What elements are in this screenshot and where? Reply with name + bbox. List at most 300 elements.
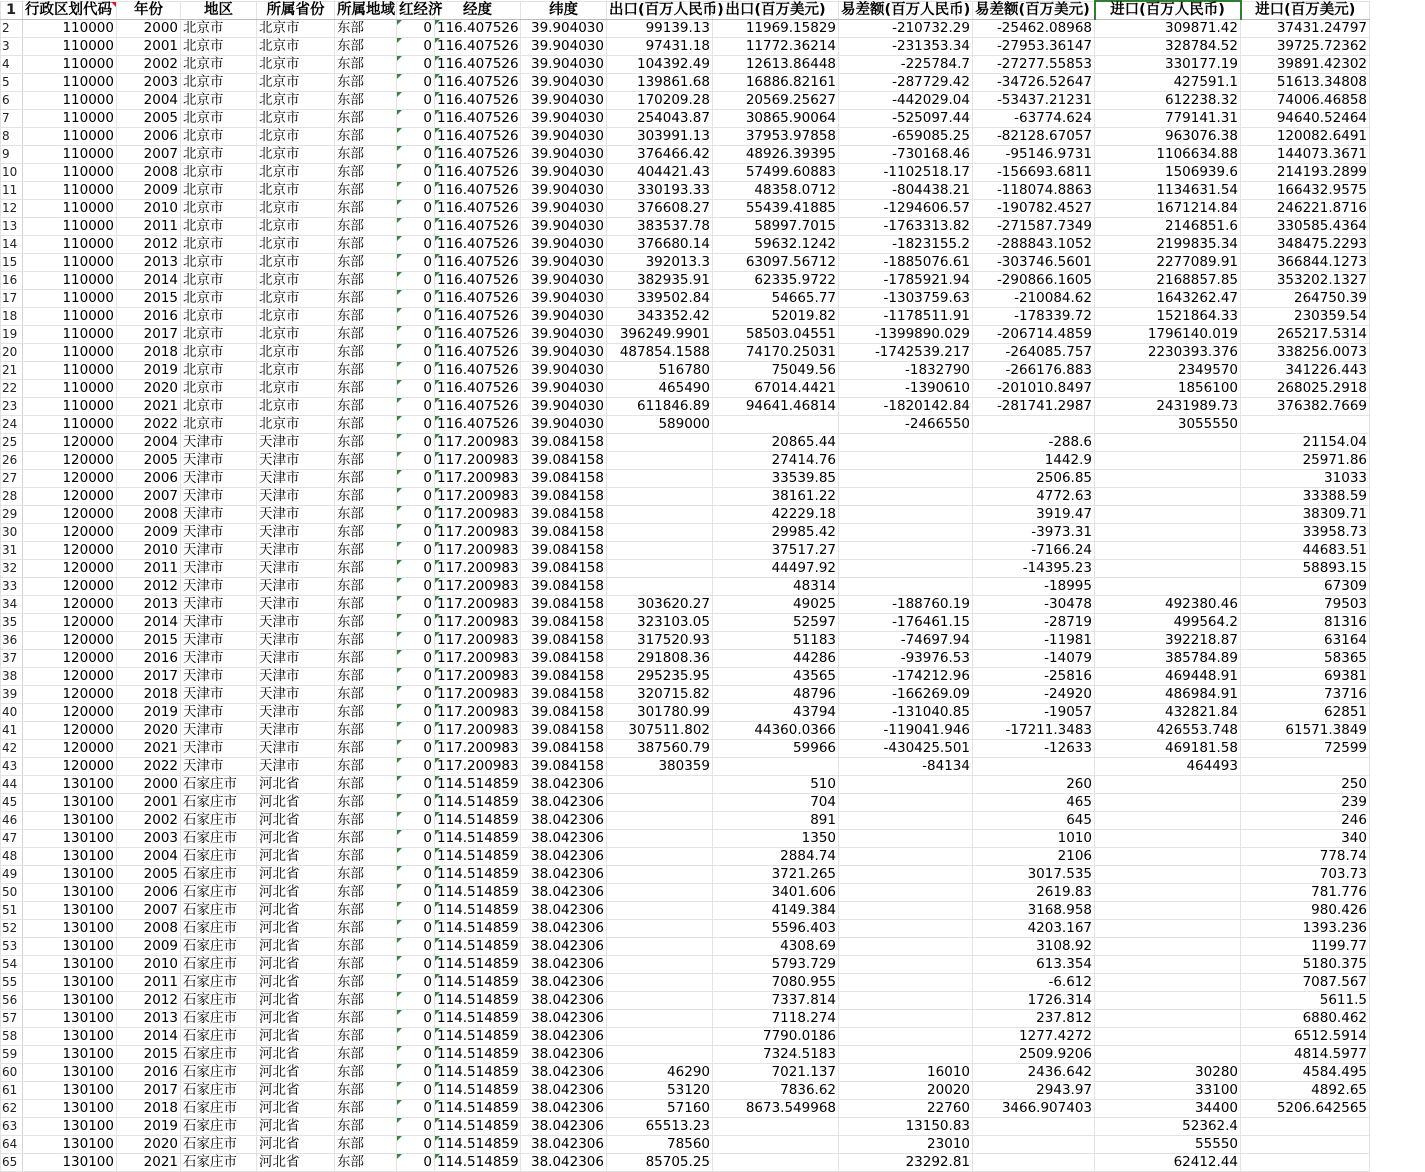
red-economy-cell[interactable]: 0: [397, 848, 435, 866]
export-usd-cell[interactable]: 1350: [713, 830, 839, 848]
header-import-usd[interactable]: 进口(百万美元): [1241, 1, 1370, 20]
territory-cell[interactable]: 东部: [335, 866, 397, 884]
export-usd-cell[interactable]: 29985.42: [713, 524, 839, 542]
red-economy-cell[interactable]: 0: [397, 470, 435, 488]
header-import-cny[interactable]: 进口(百万人民币): [1095, 1, 1241, 20]
balance-cny-cell[interactable]: -287729.42: [839, 74, 973, 92]
import-usd-cell[interactable]: 120082.6491: [1241, 128, 1370, 146]
province-cell[interactable]: 北京市: [257, 416, 335, 434]
header-red-economy[interactable]: 红经济: [397, 1, 435, 20]
province-cell[interactable]: 北京市: [257, 218, 335, 236]
region-cell[interactable]: 天津市: [181, 704, 257, 722]
longitude-cell[interactable]: 116.407526: [435, 416, 521, 434]
export-cny-cell[interactable]: 487854.1588: [607, 344, 713, 362]
export-cny-cell[interactable]: 376466.42: [607, 146, 713, 164]
export-usd-cell[interactable]: 59632.1242: [713, 236, 839, 254]
import-cny-cell[interactable]: [1095, 452, 1241, 470]
red-economy-cell[interactable]: 0: [397, 758, 435, 776]
export-usd-cell[interactable]: 7337.814: [713, 992, 839, 1010]
export-usd-cell[interactable]: 3401.606: [713, 884, 839, 902]
region-cell[interactable]: 天津市: [181, 722, 257, 740]
longitude-cell[interactable]: 116.407526: [435, 380, 521, 398]
row-number[interactable]: 25: [1, 434, 23, 452]
import-usd-cell[interactable]: 366844.1273: [1241, 254, 1370, 272]
province-cell[interactable]: 河北省: [257, 794, 335, 812]
longitude-cell[interactable]: 117.200983: [435, 632, 521, 650]
balance-usd-cell[interactable]: -190782.4527: [973, 200, 1095, 218]
row-number[interactable]: 40: [1, 704, 23, 722]
export-cny-cell[interactable]: 46290: [607, 1064, 713, 1082]
year-cell[interactable]: 2015: [117, 632, 181, 650]
row-number[interactable]: 4: [1, 56, 23, 74]
export-usd-cell[interactable]: 58503.04551: [713, 326, 839, 344]
latitude-cell[interactable]: 39.904030: [521, 326, 607, 344]
territory-cell[interactable]: 东部: [335, 596, 397, 614]
balance-cny-cell[interactable]: [839, 1028, 973, 1046]
row-number[interactable]: 51: [1, 902, 23, 920]
balance-cny-cell[interactable]: -430425.501: [839, 740, 973, 758]
admin-code-cell[interactable]: 110000: [23, 200, 117, 218]
year-cell[interactable]: 2013: [117, 254, 181, 272]
import-cny-cell[interactable]: 1134631.54: [1095, 182, 1241, 200]
export-usd-cell[interactable]: 52597: [713, 614, 839, 632]
balance-usd-cell[interactable]: -11981: [973, 632, 1095, 650]
territory-cell[interactable]: 东部: [335, 344, 397, 362]
import-usd-cell[interactable]: 33388.59: [1241, 488, 1370, 506]
latitude-cell[interactable]: 39.904030: [521, 74, 607, 92]
longitude-cell[interactable]: 114.514859: [435, 1136, 521, 1154]
import-usd-cell[interactable]: 7087.567: [1241, 974, 1370, 992]
import-cny-cell[interactable]: 309871.42: [1095, 20, 1241, 38]
admin-code-cell[interactable]: 110000: [23, 236, 117, 254]
admin-code-cell[interactable]: 130100: [23, 830, 117, 848]
red-economy-cell[interactable]: 0: [397, 452, 435, 470]
province-cell[interactable]: 北京市: [257, 92, 335, 110]
balance-usd-cell[interactable]: [973, 416, 1095, 434]
territory-cell[interactable]: 东部: [335, 704, 397, 722]
balance-cny-cell[interactable]: -659085.25: [839, 128, 973, 146]
balance-cny-cell[interactable]: -174212.96: [839, 668, 973, 686]
export-cny-cell[interactable]: 376608.27: [607, 200, 713, 218]
latitude-cell[interactable]: 39.084158: [521, 578, 607, 596]
red-economy-cell[interactable]: 0: [397, 200, 435, 218]
region-cell[interactable]: 北京市: [181, 344, 257, 362]
export-cny-cell[interactable]: 303620.27: [607, 596, 713, 614]
row-number[interactable]: 47: [1, 830, 23, 848]
balance-usd-cell[interactable]: 237.812: [973, 1010, 1095, 1028]
region-cell[interactable]: 石家庄市: [181, 812, 257, 830]
admin-code-cell[interactable]: 120000: [23, 434, 117, 452]
territory-cell[interactable]: 东部: [335, 74, 397, 92]
red-economy-cell[interactable]: 0: [397, 254, 435, 272]
admin-code-cell[interactable]: 120000: [23, 578, 117, 596]
row-number[interactable]: 43: [1, 758, 23, 776]
longitude-cell[interactable]: 116.407526: [435, 74, 521, 92]
export-cny-cell[interactable]: 53120: [607, 1082, 713, 1100]
export-usd-cell[interactable]: 11969.15829: [713, 20, 839, 38]
balance-cny-cell[interactable]: [839, 920, 973, 938]
export-cny-cell[interactable]: [607, 992, 713, 1010]
region-cell[interactable]: 石家庄市: [181, 1010, 257, 1028]
admin-code-cell[interactable]: 120000: [23, 668, 117, 686]
balance-cny-cell[interactable]: -1820142.84: [839, 398, 973, 416]
export-usd-cell[interactable]: 38161.22: [713, 488, 839, 506]
province-cell[interactable]: 北京市: [257, 380, 335, 398]
import-usd-cell[interactable]: 81316: [1241, 614, 1370, 632]
export-usd-cell[interactable]: 48926.39395: [713, 146, 839, 164]
row-number[interactable]: 45: [1, 794, 23, 812]
export-usd-cell[interactable]: [713, 1118, 839, 1136]
admin-code-cell[interactable]: 130100: [23, 920, 117, 938]
province-cell[interactable]: 北京市: [257, 182, 335, 200]
balance-usd-cell[interactable]: -17211.3483: [973, 722, 1095, 740]
latitude-cell[interactable]: 39.904030: [521, 164, 607, 182]
region-cell[interactable]: 天津市: [181, 488, 257, 506]
admin-code-cell[interactable]: 130100: [23, 848, 117, 866]
balance-usd-cell[interactable]: -12633: [973, 740, 1095, 758]
row-number[interactable]: 37: [1, 650, 23, 668]
latitude-cell[interactable]: 39.904030: [521, 38, 607, 56]
red-economy-cell[interactable]: 0: [397, 1082, 435, 1100]
row-number[interactable]: 12: [1, 200, 23, 218]
import-usd-cell[interactable]: 62851: [1241, 704, 1370, 722]
export-cny-cell[interactable]: [607, 506, 713, 524]
territory-cell[interactable]: 东部: [335, 1046, 397, 1064]
admin-code-cell[interactable]: 120000: [23, 632, 117, 650]
admin-code-cell[interactable]: 120000: [23, 758, 117, 776]
export-cny-cell[interactable]: [607, 974, 713, 992]
export-cny-cell[interactable]: 254043.87: [607, 110, 713, 128]
balance-usd-cell[interactable]: -14395.23: [973, 560, 1095, 578]
province-cell[interactable]: 北京市: [257, 200, 335, 218]
territory-cell[interactable]: 东部: [335, 146, 397, 164]
admin-code-cell[interactable]: 130100: [23, 938, 117, 956]
import-cny-cell[interactable]: 1643262.47: [1095, 290, 1241, 308]
export-cny-cell[interactable]: 323103.05: [607, 614, 713, 632]
import-cny-cell[interactable]: [1095, 902, 1241, 920]
balance-cny-cell[interactable]: [839, 506, 973, 524]
year-cell[interactable]: 2008: [117, 164, 181, 182]
row-number[interactable]: 7: [1, 110, 23, 128]
row-number[interactable]: 28: [1, 488, 23, 506]
admin-code-cell[interactable]: 130100: [23, 974, 117, 992]
import-cny-cell[interactable]: [1095, 542, 1241, 560]
row-number[interactable]: 53: [1, 938, 23, 956]
import-usd-cell[interactable]: [1241, 1154, 1370, 1172]
territory-cell[interactable]: 东部: [335, 974, 397, 992]
longitude-cell[interactable]: 114.514859: [435, 1154, 521, 1172]
export-usd-cell[interactable]: [713, 416, 839, 434]
export-usd-cell[interactable]: 4149.384: [713, 902, 839, 920]
latitude-cell[interactable]: 39.084158: [521, 614, 607, 632]
export-cny-cell[interactable]: 387560.79: [607, 740, 713, 758]
import-usd-cell[interactable]: 39891.42302: [1241, 56, 1370, 74]
export-cny-cell[interactable]: [607, 866, 713, 884]
province-cell[interactable]: 北京市: [257, 398, 335, 416]
territory-cell[interactable]: 东部: [335, 326, 397, 344]
longitude-cell[interactable]: 114.514859: [435, 830, 521, 848]
import-usd-cell[interactable]: 778.74: [1241, 848, 1370, 866]
import-cny-cell[interactable]: 385784.89: [1095, 650, 1241, 668]
row-number[interactable]: 19: [1, 326, 23, 344]
balance-usd-cell[interactable]: 2506.85: [973, 470, 1095, 488]
longitude-cell[interactable]: 116.407526: [435, 308, 521, 326]
row-number[interactable]: 60: [1, 1064, 23, 1082]
region-cell[interactable]: 北京市: [181, 128, 257, 146]
territory-cell[interactable]: 东部: [335, 236, 397, 254]
admin-code-cell[interactable]: 110000: [23, 308, 117, 326]
export-cny-cell[interactable]: 99139.13: [607, 20, 713, 38]
territory-cell[interactable]: 东部: [335, 1154, 397, 1172]
import-usd-cell[interactable]: 58893.15: [1241, 560, 1370, 578]
longitude-cell[interactable]: 116.407526: [435, 290, 521, 308]
region-cell[interactable]: 石家庄市: [181, 866, 257, 884]
export-usd-cell[interactable]: 16886.82161: [713, 74, 839, 92]
longitude-cell[interactable]: 114.514859: [435, 992, 521, 1010]
row-number[interactable]: 35: [1, 614, 23, 632]
balance-cny-cell[interactable]: [839, 776, 973, 794]
export-usd-cell[interactable]: 37517.27: [713, 542, 839, 560]
row-number[interactable]: 21: [1, 362, 23, 380]
territory-cell[interactable]: 东部: [335, 470, 397, 488]
export-cny-cell[interactable]: [607, 920, 713, 938]
region-cell[interactable]: 北京市: [181, 146, 257, 164]
balance-usd-cell[interactable]: -95146.9731: [973, 146, 1095, 164]
longitude-cell[interactable]: 117.200983: [435, 722, 521, 740]
latitude-cell[interactable]: 39.084158: [521, 704, 607, 722]
region-cell[interactable]: 石家庄市: [181, 794, 257, 812]
latitude-cell[interactable]: 38.042306: [521, 1064, 607, 1082]
import-usd-cell[interactable]: 33958.73: [1241, 524, 1370, 542]
year-cell[interactable]: 2022: [117, 758, 181, 776]
year-cell[interactable]: 2016: [117, 650, 181, 668]
region-cell[interactable]: 石家庄市: [181, 938, 257, 956]
longitude-cell[interactable]: 117.200983: [435, 542, 521, 560]
red-economy-cell[interactable]: 0: [397, 1118, 435, 1136]
territory-cell[interactable]: 东部: [335, 902, 397, 920]
year-cell[interactable]: 2015: [117, 290, 181, 308]
province-cell[interactable]: 河北省: [257, 1136, 335, 1154]
balance-cny-cell[interactable]: -1763313.82: [839, 218, 973, 236]
latitude-cell[interactable]: 39.904030: [521, 56, 607, 74]
balance-cny-cell[interactable]: -93976.53: [839, 650, 973, 668]
admin-code-cell[interactable]: 130100: [23, 956, 117, 974]
balance-cny-cell[interactable]: -1294606.57: [839, 200, 973, 218]
import-cny-cell[interactable]: 328784.52: [1095, 38, 1241, 56]
latitude-cell[interactable]: 39.904030: [521, 146, 607, 164]
export-cny-cell[interactable]: [607, 812, 713, 830]
admin-code-cell[interactable]: 110000: [23, 182, 117, 200]
latitude-cell[interactable]: 39.904030: [521, 308, 607, 326]
longitude-cell[interactable]: 116.407526: [435, 398, 521, 416]
export-usd-cell[interactable]: 42229.18: [713, 506, 839, 524]
import-cny-cell[interactable]: 330177.19: [1095, 56, 1241, 74]
import-usd-cell[interactable]: 1199.77: [1241, 938, 1370, 956]
balance-cny-cell[interactable]: -1785921.94: [839, 272, 973, 290]
balance-cny-cell[interactable]: [839, 578, 973, 596]
export-usd-cell[interactable]: 52019.82: [713, 308, 839, 326]
balance-cny-cell[interactable]: -210732.29: [839, 20, 973, 38]
province-cell[interactable]: 河北省: [257, 812, 335, 830]
export-usd-cell[interactable]: 49025: [713, 596, 839, 614]
red-economy-cell[interactable]: 0: [397, 74, 435, 92]
year-cell[interactable]: 2012: [117, 236, 181, 254]
balance-cny-cell[interactable]: -1823155.2: [839, 236, 973, 254]
province-cell[interactable]: 天津市: [257, 668, 335, 686]
province-cell[interactable]: 河北省: [257, 1064, 335, 1082]
red-economy-cell[interactable]: 0: [397, 920, 435, 938]
year-cell[interactable]: 2001: [117, 38, 181, 56]
admin-code-cell[interactable]: 110000: [23, 110, 117, 128]
year-cell[interactable]: 2002: [117, 812, 181, 830]
balance-usd-cell[interactable]: -264085.757: [973, 344, 1095, 362]
balance-usd-cell[interactable]: -178339.72: [973, 308, 1095, 326]
longitude-cell[interactable]: 114.514859: [435, 848, 521, 866]
export-usd-cell[interactable]: 37953.97858: [713, 128, 839, 146]
red-economy-cell[interactable]: 0: [397, 578, 435, 596]
longitude-cell[interactable]: 116.407526: [435, 110, 521, 128]
year-cell[interactable]: 2008: [117, 506, 181, 524]
export-cny-cell[interactable]: [607, 956, 713, 974]
export-usd-cell[interactable]: 48796: [713, 686, 839, 704]
balance-cny-cell[interactable]: [839, 488, 973, 506]
province-cell[interactable]: 河北省: [257, 1100, 335, 1118]
header-year[interactable]: 年份: [117, 1, 181, 20]
import-cny-cell[interactable]: [1095, 488, 1241, 506]
balance-cny-cell[interactable]: [839, 542, 973, 560]
balance-usd-cell[interactable]: -206714.4859: [973, 326, 1095, 344]
red-economy-cell[interactable]: 0: [397, 596, 435, 614]
latitude-cell[interactable]: 39.084158: [521, 524, 607, 542]
region-cell[interactable]: 石家庄市: [181, 1136, 257, 1154]
row-number[interactable]: 57: [1, 1010, 23, 1028]
import-usd-cell[interactable]: 239: [1241, 794, 1370, 812]
latitude-cell[interactable]: 38.042306: [521, 776, 607, 794]
row-number[interactable]: 10: [1, 164, 23, 182]
territory-cell[interactable]: 东部: [335, 164, 397, 182]
export-cny-cell[interactable]: 291808.36: [607, 650, 713, 668]
import-usd-cell[interactable]: 5180.375: [1241, 956, 1370, 974]
territory-cell[interactable]: 东部: [335, 848, 397, 866]
header-region[interactable]: 地区: [181, 1, 257, 20]
red-economy-cell[interactable]: 0: [397, 956, 435, 974]
year-cell[interactable]: 2017: [117, 668, 181, 686]
territory-cell[interactable]: 东部: [335, 272, 397, 290]
row-number[interactable]: 15: [1, 254, 23, 272]
balance-cny-cell[interactable]: -442029.04: [839, 92, 973, 110]
province-cell[interactable]: 河北省: [257, 1082, 335, 1100]
balance-usd-cell[interactable]: 1726.314: [973, 992, 1095, 1010]
import-cny-cell[interactable]: 469181.58: [1095, 740, 1241, 758]
export-cny-cell[interactable]: [607, 776, 713, 794]
region-cell[interactable]: 北京市: [181, 56, 257, 74]
export-usd-cell[interactable]: 20569.25627: [713, 92, 839, 110]
region-cell[interactable]: 石家庄市: [181, 848, 257, 866]
import-cny-cell[interactable]: [1095, 866, 1241, 884]
export-cny-cell[interactable]: 383537.78: [607, 218, 713, 236]
region-cell[interactable]: 北京市: [181, 290, 257, 308]
row-number[interactable]: 39: [1, 686, 23, 704]
import-cny-cell[interactable]: 55550: [1095, 1136, 1241, 1154]
year-cell[interactable]: 2004: [117, 92, 181, 110]
import-usd-cell[interactable]: 230359.54: [1241, 308, 1370, 326]
import-usd-cell[interactable]: 38309.71: [1241, 506, 1370, 524]
import-usd-cell[interactable]: 21154.04: [1241, 434, 1370, 452]
import-cny-cell[interactable]: 30280: [1095, 1064, 1241, 1082]
import-usd-cell[interactable]: 703.73: [1241, 866, 1370, 884]
latitude-cell[interactable]: 38.042306: [521, 848, 607, 866]
admin-code-cell[interactable]: 110000: [23, 398, 117, 416]
export-cny-cell[interactable]: [607, 830, 713, 848]
region-cell[interactable]: 北京市: [181, 20, 257, 38]
import-usd-cell[interactable]: 330585.4364: [1241, 218, 1370, 236]
export-usd-cell[interactable]: 8673.549968: [713, 1100, 839, 1118]
export-usd-cell[interactable]: 75049.56: [713, 362, 839, 380]
latitude-cell[interactable]: 39.904030: [521, 416, 607, 434]
region-cell[interactable]: 北京市: [181, 110, 257, 128]
longitude-cell[interactable]: 117.200983: [435, 452, 521, 470]
import-cny-cell[interactable]: [1095, 848, 1241, 866]
province-cell[interactable]: 河北省: [257, 866, 335, 884]
longitude-cell[interactable]: 117.200983: [435, 704, 521, 722]
import-cny-cell[interactable]: 486984.91: [1095, 686, 1241, 704]
export-cny-cell[interactable]: 380359: [607, 758, 713, 776]
region-cell[interactable]: 石家庄市: [181, 1046, 257, 1064]
region-cell[interactable]: 石家庄市: [181, 1082, 257, 1100]
latitude-cell[interactable]: 39.084158: [521, 434, 607, 452]
territory-cell[interactable]: 东部: [335, 1082, 397, 1100]
balance-cny-cell[interactable]: [839, 830, 973, 848]
balance-cny-cell[interactable]: -730168.46: [839, 146, 973, 164]
import-usd-cell[interactable]: 268025.2918: [1241, 380, 1370, 398]
export-cny-cell[interactable]: 139861.68: [607, 74, 713, 92]
import-usd-cell[interactable]: 781.776: [1241, 884, 1370, 902]
import-usd-cell[interactable]: 74006.46858: [1241, 92, 1370, 110]
admin-code-cell[interactable]: 110000: [23, 344, 117, 362]
import-usd-cell[interactable]: 44683.51: [1241, 542, 1370, 560]
region-cell[interactable]: 北京市: [181, 200, 257, 218]
import-usd-cell[interactable]: [1241, 758, 1370, 776]
row-number[interactable]: 30: [1, 524, 23, 542]
longitude-cell[interactable]: 114.514859: [435, 902, 521, 920]
region-cell[interactable]: 天津市: [181, 452, 257, 470]
province-cell[interactable]: 天津市: [257, 470, 335, 488]
export-usd-cell[interactable]: 94641.46814: [713, 398, 839, 416]
region-cell[interactable]: 石家庄市: [181, 902, 257, 920]
region-cell[interactable]: 北京市: [181, 38, 257, 56]
territory-cell[interactable]: 东部: [335, 578, 397, 596]
balance-usd-cell[interactable]: -201010.8497: [973, 380, 1095, 398]
longitude-cell[interactable]: 114.514859: [435, 1064, 521, 1082]
red-economy-cell[interactable]: 0: [397, 434, 435, 452]
territory-cell[interactable]: 东部: [335, 1118, 397, 1136]
longitude-cell[interactable]: 117.200983: [435, 614, 521, 632]
balance-usd-cell[interactable]: 645: [973, 812, 1095, 830]
row-number[interactable]: 34: [1, 596, 23, 614]
longitude-cell[interactable]: 114.514859: [435, 1118, 521, 1136]
latitude-cell[interactable]: 39.084158: [521, 452, 607, 470]
latitude-cell[interactable]: 39.084158: [521, 470, 607, 488]
red-economy-cell[interactable]: 0: [397, 632, 435, 650]
red-economy-cell[interactable]: 0: [397, 344, 435, 362]
balance-usd-cell[interactable]: 613.354: [973, 956, 1095, 974]
admin-code-cell[interactable]: 120000: [23, 488, 117, 506]
admin-code-cell[interactable]: 120000: [23, 470, 117, 488]
year-cell[interactable]: 2020: [117, 1136, 181, 1154]
year-cell[interactable]: 2006: [117, 470, 181, 488]
export-usd-cell[interactable]: 12613.86448: [713, 56, 839, 74]
admin-code-cell[interactable]: 110000: [23, 56, 117, 74]
